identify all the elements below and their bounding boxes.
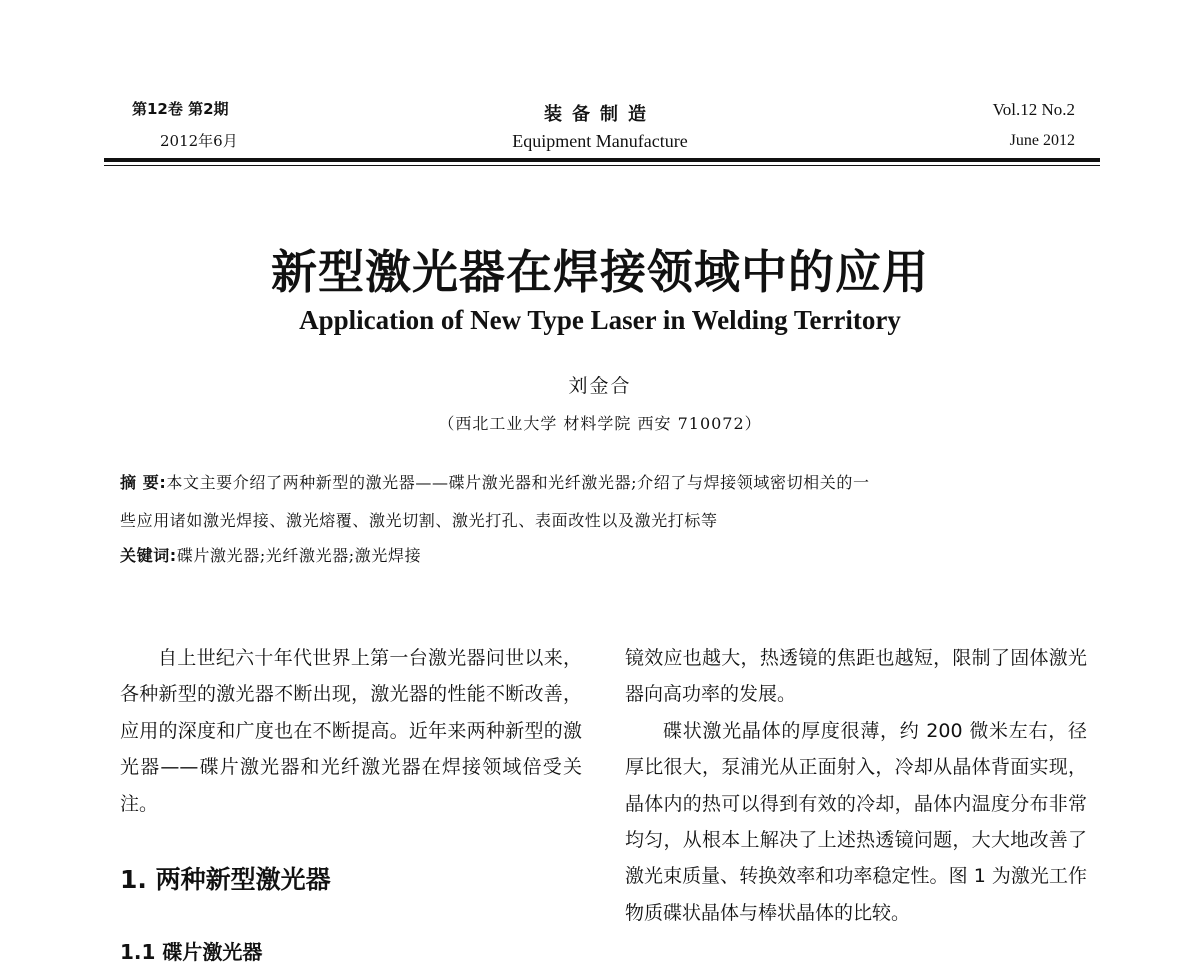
abstract-line-2 (120, 508, 718, 531)
keywords-label: 关键词: (120, 546, 177, 565)
right-paragraph-1: 镜效应也越大，热透镜的焦距也越短，限制了固体激光器向高功率的发展。 (625, 647, 1087, 706)
abstract-text-2: 些应用诸如激光焊接、激光熔覆、激光切割、激光打孔、表面改性以及激光打标等 (120, 511, 718, 530)
left-column (120, 640, 582, 822)
abstract-text-1: 本文主要介绍了两种新型的激光器——碟片激光器和光纤激光器;介绍了与焊接领域密切相关的一 (166, 473, 870, 492)
affiliation: （西北工业大学 材料学院 西安 710072） (438, 414, 762, 433)
author: 刘金合 (568, 375, 632, 397)
right-paragraph-2: 碟状激光晶体的厚度很薄，约 200 微米左右，径厚比很大，泵浦光从正面射入，冷却从晶体背面实现，晶体内的热可以得到有效的冷却，晶体内温度分布非常均匀，从根本上解决了上述热透镜问题，大大地改善了激光束质量、转换效率和功率稳定性。图 1 为激光工作物质碟状晶体与棒状晶体的比较。 (625, 719, 1087, 924)
keywords-text: 碟片激光器;光纤激光器;激光焊接 (176, 546, 422, 565)
section-heading-1: 1. 两种新型激光器 (120, 865, 331, 894)
abstract-label: 摘 要: (120, 473, 167, 492)
header-rule-thin (104, 165, 1100, 166)
volume-issue-cn: 第12卷 第2期 (132, 100, 229, 118)
section-heading-1-1: 1.1 碟片激光器 (120, 940, 263, 964)
paper-title-cn: 新型激光器在焊接领域中的应用 (271, 245, 929, 299)
journal-name-cn: 装备制造 (544, 104, 656, 125)
paper-title-en: Application of New Type Laser in Welding Territory (299, 305, 901, 335)
intro-paragraph: 自上世纪六十年代世界上第一台激光器问世以来，各种新型的激光器不断出现，激光器的性能不断改善，应用的深度和广度也在不断提高。近年来两种新型的激光器——碟片激光器和光纤激光器在焊接领域倍受关注。 (120, 647, 582, 815)
right-column (625, 640, 1087, 931)
volume-issue-en: Vol.12 No.2 (992, 100, 1075, 119)
header-rule-thick (104, 158, 1100, 162)
abstract-line-1 (120, 470, 870, 493)
date-en: June 2012 (1009, 132, 1075, 149)
date-cn: 2012年6月 (160, 132, 238, 150)
journal-name-en: Equipment Manufacture (512, 131, 688, 151)
keywords-line (120, 543, 421, 566)
